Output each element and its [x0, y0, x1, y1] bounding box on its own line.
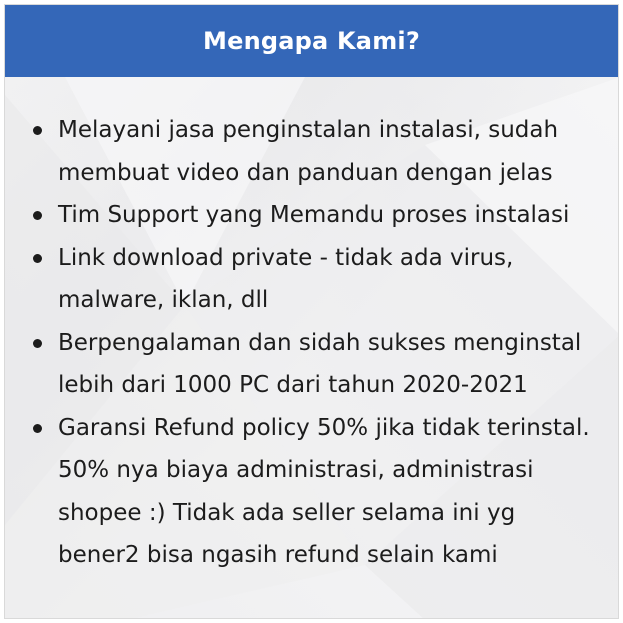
item-line: bener2 bisa ngasih refund selain kami: [58, 542, 498, 568]
list-item: [5, 407, 618, 577]
page-title: Mengapa Kami?: [203, 27, 420, 55]
item-line: Tim Support yang Memandu proses instalasi: [58, 202, 570, 228]
bullet-icon: [33, 424, 42, 433]
list-item: [5, 322, 618, 407]
item-line: malware, iklan, dll: [58, 287, 269, 313]
list-item: [5, 109, 618, 194]
item-line: Berpengalaman dan sidah sukses menginstal: [58, 329, 582, 356]
item-line: Garansi Refund policy 50% jika tidak terinstal.: [58, 414, 590, 441]
info-card: [4, 4, 619, 619]
item-line: Link download private - tidak ada virus,: [58, 244, 514, 271]
list-item: [5, 237, 618, 322]
item-line: membuat video dan panduan dengan jelas: [58, 159, 553, 186]
item-line: shopee :) Tidak ada seller selama ini yg: [58, 499, 516, 526]
bullet-icon: [33, 211, 42, 220]
header-banner: [5, 5, 618, 77]
item-line: lebih dari 1000 PC dari tahun 2020-2021: [58, 372, 528, 398]
bullet-icon: [33, 254, 42, 263]
item-line: Melayani jasa penginstalan instalasi, sudah: [58, 117, 559, 143]
bullet-icon: [33, 339, 42, 348]
item-line: 50% nya biaya administrasi, administrasi: [58, 457, 534, 483]
feature-list: [5, 109, 618, 577]
list-item: [5, 194, 618, 237]
bullet-icon: [33, 126, 42, 135]
